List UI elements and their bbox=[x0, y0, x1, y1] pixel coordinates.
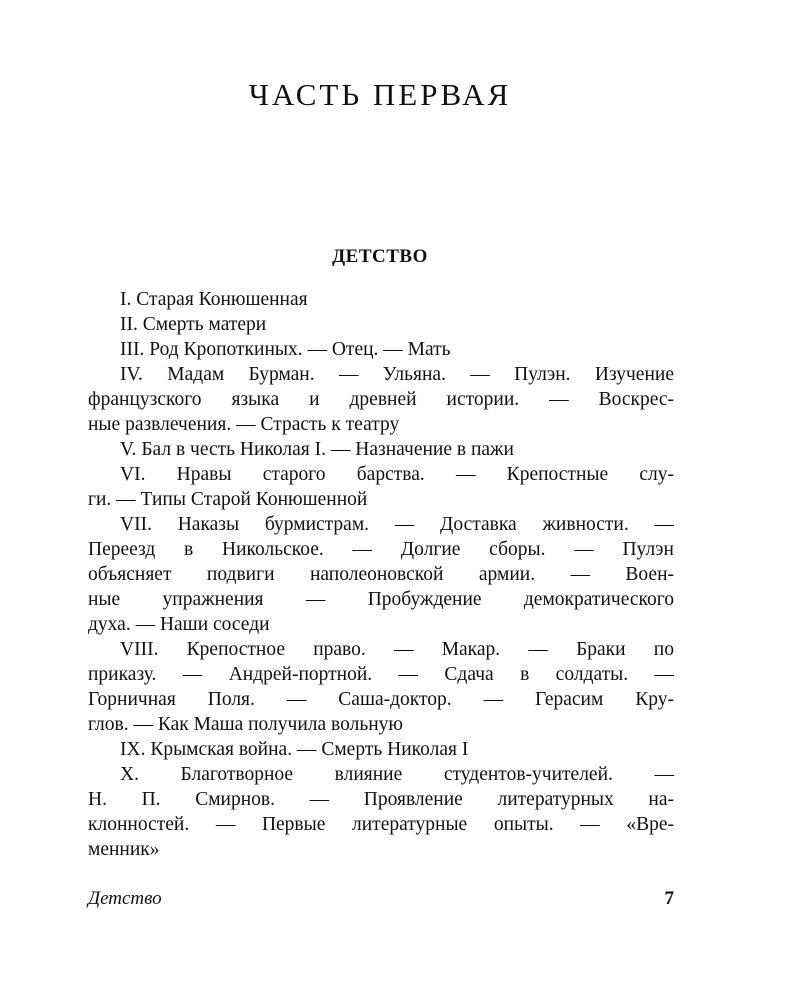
toc-line: Горничная Поля. — Саша-доктор. — Герасим Кру- bbox=[88, 689, 674, 710]
toc-line: Переезд в Никольское. — Долгие сборы. — Пулэн bbox=[88, 539, 674, 560]
toc-line-chapter-3: III. Род Кропоткиных. — Отец. — Мать bbox=[120, 339, 451, 360]
toc-line: ные упражнения — Пробуждение демократического bbox=[88, 589, 674, 610]
toc-line-chapter-9: IX. Крымская война. — Смерть Николая I bbox=[120, 739, 469, 760]
toc-line: духа. — Наши соседи bbox=[88, 614, 270, 635]
toc-line-chapter-4: IV. Мадам Бурман. — Ульяна. — Пулэн. Изучение bbox=[120, 364, 674, 385]
toc-line: менник» bbox=[88, 839, 160, 860]
toc-line: глов. — Как Маша получила вольную bbox=[88, 714, 403, 735]
toc-line: Н. П. Смирнов. — Проявление литературных на- bbox=[88, 789, 674, 810]
toc-line-chapter-1: I. Старая Конюшенная bbox=[120, 289, 308, 310]
toc-line-chapter-7: VII. Наказы бурмистрам. — Доставка живности. — bbox=[120, 514, 674, 535]
toc-line: приказу. — Андрей-портной. — Сдача в солдаты. — bbox=[88, 664, 674, 685]
toc-line-chapter-10: X. Благотворное влияние студентов-учителей. — bbox=[120, 764, 674, 785]
toc-line: клонностей. — Первые литературные опыты. — «Вре- bbox=[88, 814, 674, 835]
table-of-contents bbox=[88, 287, 674, 862]
toc-line-chapter-6: VI. Нравы старого барства. — Крепостные слу- bbox=[120, 464, 674, 485]
toc-line-chapter-5: V. Бал в честь Николая I. — Назначение в пажи bbox=[120, 439, 514, 460]
toc-line: ные развлечения. — Страсть к театру bbox=[88, 414, 400, 435]
page-number: 7 bbox=[664, 888, 674, 909]
toc-line-chapter-2: II. Смерть матери bbox=[120, 314, 267, 335]
toc-line-chapter-8: VIII. Крепостное право. — Макар. — Браки по bbox=[120, 639, 674, 660]
running-title: Детство bbox=[88, 888, 162, 909]
toc-line: французского языка и древней истории. — Воскрес- bbox=[88, 389, 674, 410]
toc-line: ги. — Типы Старой Конюшенной bbox=[88, 489, 368, 510]
toc-line: объясняет подвиги наполеоновской армии. — Воен- bbox=[88, 564, 674, 585]
section-title: ДЕТСТВО bbox=[332, 246, 428, 267]
part-title: ЧАСТЬ ПЕРВАЯ bbox=[248, 77, 512, 112]
